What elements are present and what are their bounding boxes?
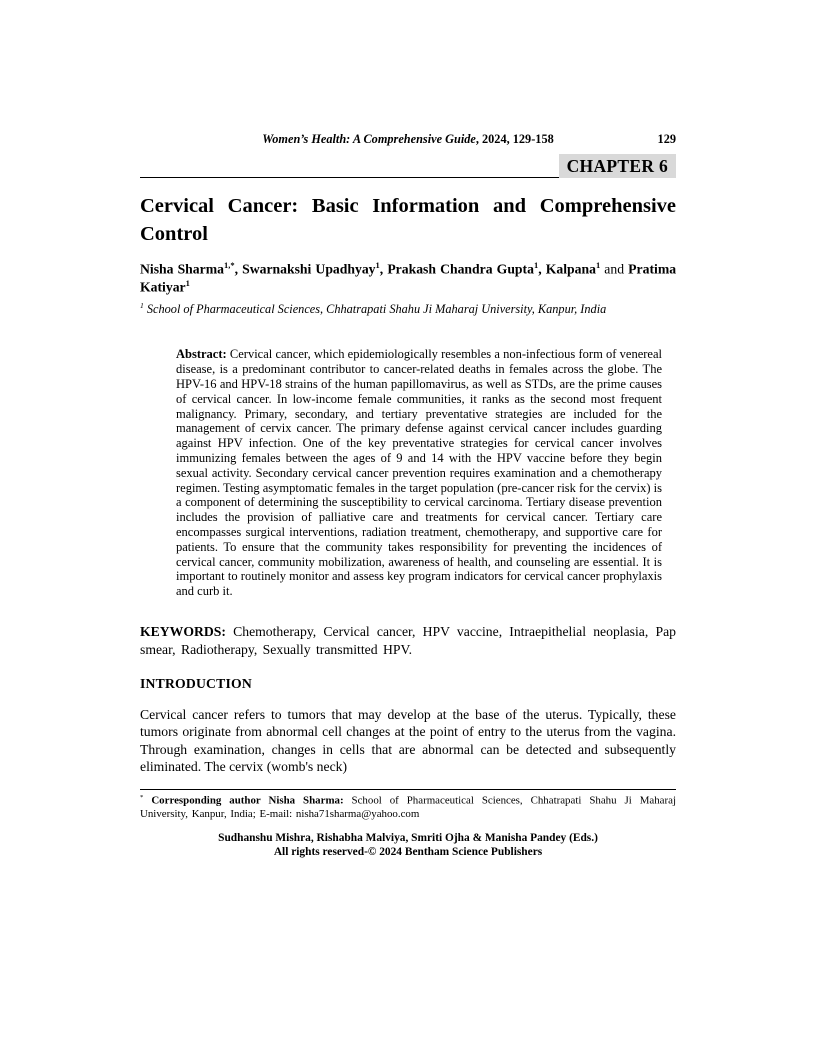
author-name: Swarnakshi Upadhyay (242, 261, 376, 277)
abstract-text: Cervical cancer, which epidemiologically resembles a non-infectious form of venereal disease, is a predominant contributor to cancer-related deaths in females across the globe. The HPV-16 and HPV-18 strains of the human papillomavirus, as well as STDs, are the prime causes of cervical cancer. In low-income female communities, it ranks as the second most frequent malignancy. Primary, secondary, and tertiary preventative strategies are included for the management of cervix cancer. The primary defense against cervical cancer includes guarding against HPV infection. One of the key preventative strategies for cervical cancer involves immunizing females between the ages of 9 and 14 with the HPV vaccine before they begin sexual activity. Secondary cervical cancer prevention requires examination and a chemotherapy regimen. Testing asymptomatic females in the target population (pre-cancer risk for the cervix) is a component of determining the susceptibility to cervical carcinoma. Tertiary disease prevention includes the provision of palliative care and treatments for cervical cancer. Tertiary care encompasses surgical interventions, radiation treatment, chemotherapy, and supportive care for patients. To ensure that the community takes responsibility for preventing the incidences of cervical cancer, community mobilization, awareness of health, and counseling are essential. It is important to routinely monitor and assess key program indicators for cervical cancer prophylaxis and curb it. (176, 347, 662, 599)
chapter-badge: CHAPTER 6 (559, 154, 676, 178)
keywords-text: Chemotherapy, Cervical cancer, HPV vaccine, Intraepithelial neoplasia, Pap smear, Radiotherapy, Sexually transmitted HPV. (140, 624, 676, 657)
author-affiliation-marker: 1 (595, 259, 601, 270)
page-number: 129 (657, 132, 676, 146)
author-affiliation-marker: 1 (185, 278, 190, 289)
keywords-label: KEYWORDS: (140, 624, 226, 640)
abstract (176, 347, 662, 599)
introduction-heading: INTRODUCTION (140, 675, 252, 691)
author-separator: , (538, 261, 546, 277)
abstract-label: Abstract: (176, 347, 227, 362)
editors-line: Sudhanshu Mishra, Rishabha Malviya, Smriti Ojha & Manisha Pandey (Eds.) (218, 831, 598, 844)
running-head-citation: , 2024, 129-158 (475, 132, 554, 146)
author-affiliation-marker: 1,* (223, 259, 235, 270)
author-separator: , (379, 261, 388, 277)
publisher-credits (140, 831, 676, 860)
author-name: Prakash Chandra Gupta (387, 261, 534, 277)
footnote-text: School of Pharmaceutical Sciences, Chhatrapati Shahu Ji Maharaj University, Kanpur, India; E-mail: nisha71sharma@yahoo.com (140, 794, 676, 820)
author-affiliation-marker: 1 (533, 259, 539, 270)
authors-line (140, 260, 676, 297)
author-name: Kalpana (545, 261, 596, 277)
author-name: Pratima Katiyar (140, 261, 677, 295)
introduction-paragraph: Cervical cancer refers to tumors that may develop at the base of the uterus. Typically, these tumors originate from abnormal cell changes at the point of entry to the uterus from the vagina. Through examination, changes in cells that are abnormal can be detected and subsequently eliminated. The cervix (womb's neck) (140, 706, 676, 775)
running-head (140, 132, 676, 147)
author-name: Nisha Sharma (140, 261, 224, 277)
footnote-label: Corresponding author Nisha Sharma: (143, 794, 344, 807)
affiliation-text: School of Pharmaceutical Sciences, Chhatrapati Shahu Ji Maharaj University, Kanpur, India (143, 301, 607, 316)
author-separator: , (234, 261, 243, 277)
rights-line: All rights reserved-© 2024 Bentham Science Publishers (273, 845, 543, 858)
author-separator: and (600, 261, 629, 277)
corresponding-author-footnote (140, 789, 676, 822)
running-head-book-title: Women’s Health: A Comprehensive Guide (262, 132, 476, 146)
author-affiliation-marker: 1 (375, 259, 380, 270)
keywords (140, 623, 676, 659)
affiliation (140, 301, 676, 317)
footnote-marker: * (140, 793, 144, 801)
article-title: Cervical Cancer: Basic Information and Comprehensive Control (140, 195, 676, 246)
chapter-rule (140, 154, 676, 178)
affiliation-marker: 1 (140, 300, 144, 310)
